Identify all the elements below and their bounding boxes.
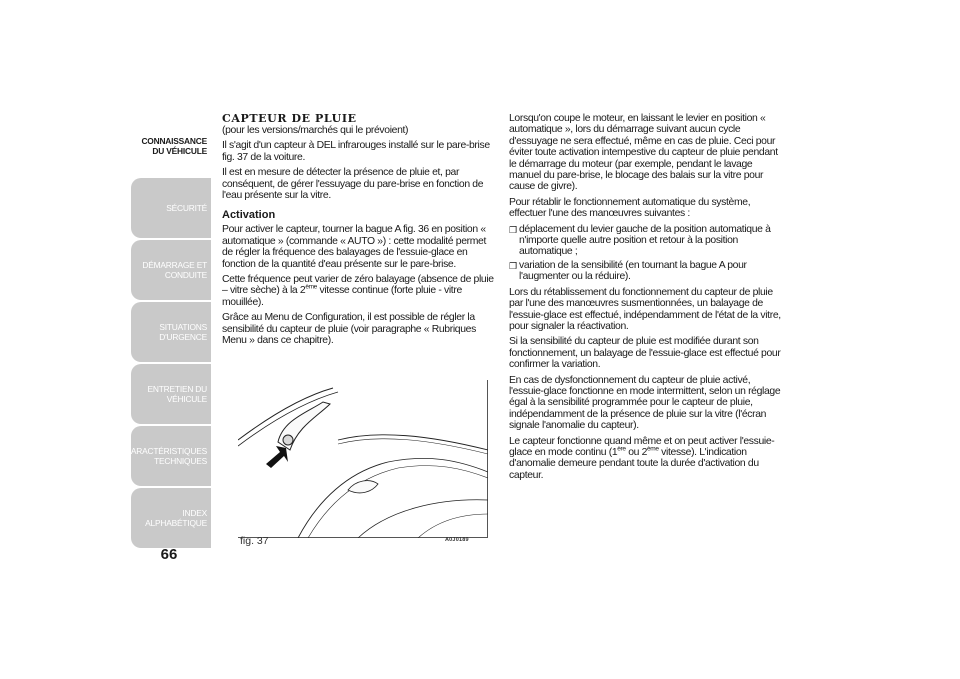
- checkbox-bullet-icon: ❒: [509, 260, 517, 271]
- tab-caracteristiques-techniques[interactable]: CARACTÉRISTIQUES TECHNIQUES: [131, 426, 211, 486]
- paragraph: Pour activer le capteur, tourner la bague A fig. 36 en position « automatique » (commande « AUTO ») : cette modalité permet de régler la fréquence des balayages de l'essuie-glace en fonction de la quantité d'eau présente sur le pare-brise.: [222, 224, 487, 270]
- checkbox-bullet-icon: ❒: [509, 224, 517, 235]
- tab-entretien-du-vehicule[interactable]: ENTRETIEN DU VÉHICULE: [131, 364, 211, 424]
- section-title: CAPTEUR DE PLUIE: [222, 112, 357, 125]
- tab-connaissance-du-vehicule[interactable]: CONNAISSANCE DU VÉHICULE: [131, 116, 211, 176]
- paragraph: Le capteur fonctionne quand même et on peut activer l'essuie-glace en mode continu (1ère ou 2ème vitesse). L'indication d'anomalie demeure pendant toute la durée d'activation du capteur.: [509, 435, 775, 481]
- right-column: [509, 113, 784, 485]
- pointer-arrow-icon: [266, 446, 288, 468]
- figure-code: A0J0189: [445, 537, 469, 543]
- paragraph: Lorsqu'on coupe le moteur, en laissant le levier en position « automatique », lors du démarrage suivant aucun cycle d'essuyage ne sera effectué, même en cas de pluie. Ceci pour éviter toute activation intempestive du capteur de pluie pendant le démarrage du moteur (par exemple, pendant le lavage manuel du pare-brise, le blocage des balais sur la vitre pour cause de givre).: [509, 113, 778, 193]
- list-item: ❒ déplacement du levier gauche de la position automatique à n'importe quelle autre position et retour à la position automatique ;: [509, 223, 771, 258]
- tab-securite[interactable]: SÉCURITÉ: [131, 178, 211, 238]
- paragraph: Lors du rétablissement du fonctionnement du capteur de pluie par l'une des manœuvres susmentionnées, un balayage de l'essuie-glace est effectué, indépendamment de l'état de la vitre, pour signaler la réactivation.: [509, 286, 781, 332]
- list-item: ❒ variation de la sensibilité (en tournant la bague A pour l'augmenter ou la réduire).: [509, 259, 747, 283]
- paragraph: Si la sensibilité du capteur de pluie est modifiée durant son fonctionnement, un balayage de l'essuie-glace est effectué pour confirmer la variation.: [509, 336, 781, 371]
- paragraph: Il est en mesure de détecter la présence de pluie et, par conséquent, de gérer l'essuyage du pare-brise en fonction de l'eau présente sur la vitre.: [222, 167, 484, 202]
- figure-37: [238, 380, 488, 538]
- left-column: [222, 113, 494, 351]
- paragraph: Cette fréquence peut varier de zéro balayage (absence de pluie – vitre sèche) à la 2ème vitesse continue (forte pluie - vitre mouillée).: [222, 274, 494, 308]
- paragraph: Pour rétablir le fonctionnement automatique du système, effectuer l'une des manœuvres suivantes :: [509, 196, 751, 220]
- activation-heading: Activation: [222, 209, 276, 222]
- tab-situations-d-urgence[interactable]: SITUATIONS D'URGENCE: [131, 302, 211, 362]
- figure-caption: fig. 37: [240, 535, 269, 547]
- section-subtitle: (pour les versions/marchés qui le prévoient): [222, 125, 409, 136]
- tab-index-alphabetique[interactable]: INDEX ALPHABÉTIQUE: [131, 488, 211, 548]
- page-number: 66: [160, 546, 178, 563]
- paragraph: Il s'agit d'un capteur à DEL infrarouges installé sur le pare-brise fig. 37 de la voiture.: [222, 140, 490, 163]
- maneuver-list: [509, 224, 784, 283]
- paragraph: En cas de dysfonctionnement du capteur de pluie activé, l'essuie-glace fonctionne en mode intermittent, selon un réglage égal à la sensibilité programmée pour le capteur de pluie, indépendamment de la présence de pluie sur la vitre (l'écran signale l'anomalie du capteur).: [509, 374, 781, 432]
- windshield-illustration: [238, 380, 488, 538]
- paragraph: Grâce au Menu de Configuration, il est possible de régler la sensibilité du capteur de pluie (voir paragraphe « Rubriques Menu » dans ce chapitre).: [222, 312, 476, 347]
- tab-demarrage-et-conduite[interactable]: DÉMARRAGE ET CONDUITE: [131, 240, 211, 300]
